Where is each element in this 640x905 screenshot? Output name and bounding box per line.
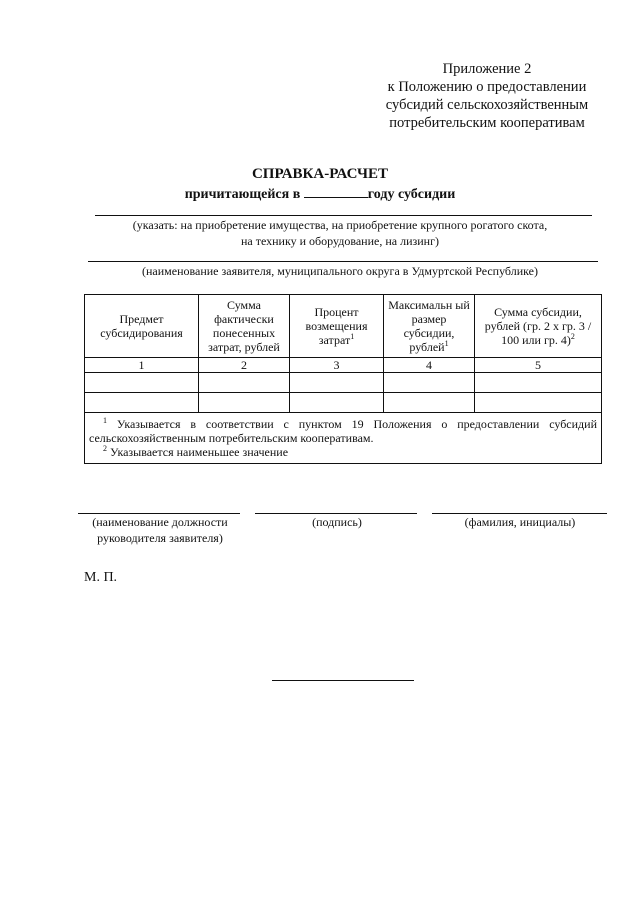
table-cell — [384, 373, 475, 393]
subsidy-table — [84, 294, 602, 464]
name-label: (фамилия, инициалы) — [464, 515, 576, 529]
column-number: 5 — [475, 358, 602, 373]
column-number: 3 — [290, 358, 384, 373]
table-cell — [290, 393, 384, 413]
signature-label: (подпись) — [312, 515, 362, 529]
purpose-hint — [0, 217, 640, 249]
stamp-place: М. П. — [84, 570, 118, 585]
position-label: (наименование должности руководителя заявителя) — [92, 515, 228, 545]
table-cell — [475, 393, 602, 413]
purpose-hint-line-1: (указать: на приобретение имущества, на приобретение крупного рогатого скота, — [132, 218, 548, 232]
purpose-line — [95, 215, 592, 216]
table-header-row — [85, 295, 602, 358]
header-max-subsidy: Максимальн ый размер субсидии, рублей$^1$ — [384, 295, 475, 358]
subtitle-after: году субсидии — [367, 187, 456, 202]
header-subject: Предмет субсидирования — [85, 295, 199, 358]
header-actual-costs: Сумма фактически понесенных затрат, рублей — [199, 295, 290, 358]
table-row — [85, 373, 602, 393]
column-number: 4 — [384, 358, 475, 373]
table-cell — [199, 373, 290, 393]
footnote-1: $^1$ Указывается в соответствии с пунктом 19 Положения о предоставлении субсидий сельскохозяйственным потребительским кооперативам. — [89, 416, 598, 445]
table-notes — [85, 413, 602, 464]
table-row — [85, 393, 602, 413]
subtitle-before: причитающейся в — [184, 187, 301, 202]
table-cell — [290, 373, 384, 393]
appendix-line-4: потребительским кооперативам — [389, 115, 585, 131]
column-number: 1 — [85, 358, 199, 373]
year-blank-field — [304, 185, 368, 198]
closing-line — [272, 680, 414, 681]
column-number-row — [85, 358, 602, 373]
header-subsidy-amount: Сумма субсидии, рублей (гр. 2 х гр. 3 / 100 или гр. 4)$^2$ — [475, 295, 602, 358]
applicant-line — [88, 261, 598, 262]
document-subtitle — [0, 185, 640, 203]
table-cell — [475, 373, 602, 393]
appendix-line-3: субсидий сельскохозяйственным — [385, 97, 589, 113]
header-reimbursement-percent: Процент возмещения затрат$^1$ — [290, 295, 384, 358]
applicant-hint: (наименование заявителя, муниципального округа в Удмуртской Республике) — [141, 264, 538, 278]
appendix-line-1: Приложение 2 — [442, 61, 532, 77]
document-title: СПРАВКА-РАСЧЕТ — [251, 166, 389, 182]
appendix-line-2: к Положению о предоставлении — [387, 79, 587, 95]
table-cell — [384, 393, 475, 413]
table-notes-row — [85, 413, 602, 464]
footnote-2: $^2$ Указывается наименьшее значение — [103, 444, 289, 459]
appendix-header — [372, 60, 602, 132]
table-cell — [85, 373, 199, 393]
purpose-hint-line-2: на технику и оборудование, на лизинг) — [240, 234, 440, 248]
table-cell — [199, 393, 290, 413]
column-number: 2 — [199, 358, 290, 373]
table-cell — [85, 393, 199, 413]
